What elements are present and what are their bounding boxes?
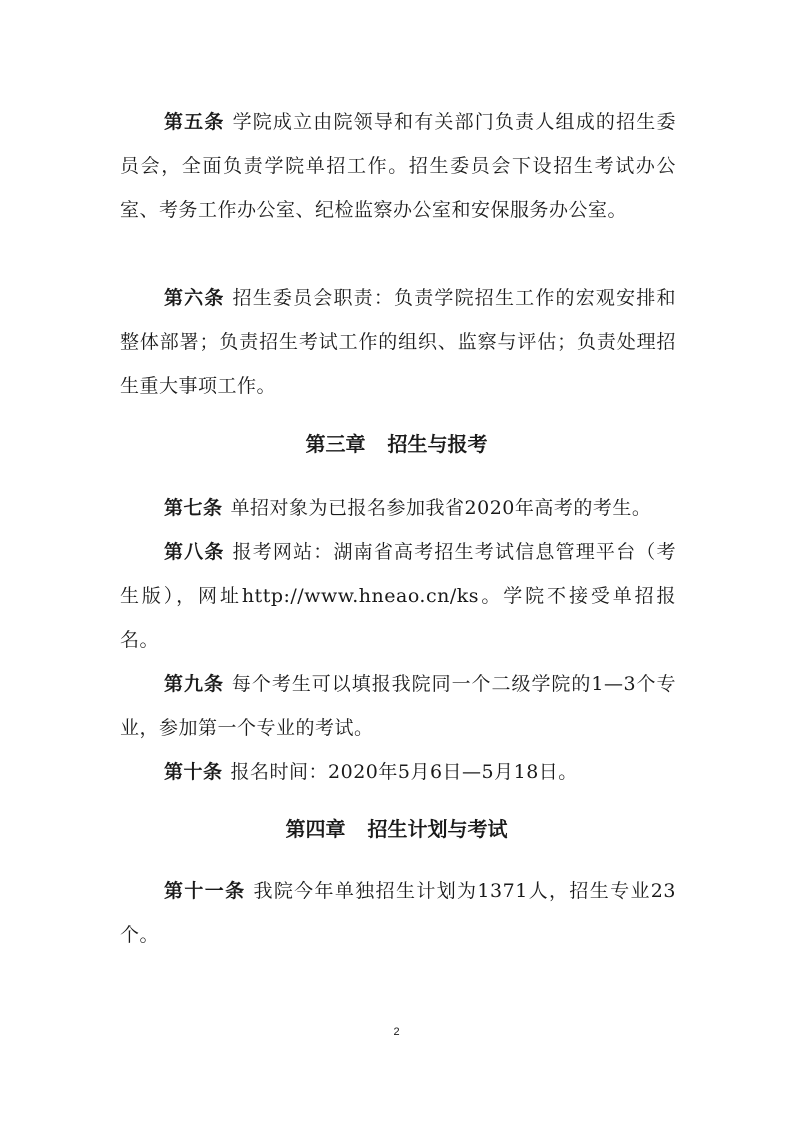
article-number: 第十一条 (164, 880, 246, 902)
article-text: 招生委员会职责：负责学院招生工作的宏观安排和整体部署；负责招生考试工作的组织、监察与评估；负责处理招生重大事项工作。 (120, 287, 676, 397)
article-5 (120, 100, 676, 232)
article-8 (120, 530, 676, 662)
article-number: 第七条 (164, 497, 223, 519)
article-text: 单招对象为已报名参加我省2020年高考的考生。 (230, 497, 652, 519)
article-number: 第六条 (164, 287, 225, 309)
article-number: 第十条 (164, 761, 223, 783)
article-text: 学院成立由院领导和有关部门负责人组成的招生委员会，全面负责学院单招工作。招生委员会下设招生考试办公室、考务工作办公室、纪检监察办公室和安保服务办公室。 (120, 111, 676, 221)
article-text: 报名时间：2020年5月6日—5月18日。 (230, 761, 578, 783)
chapter-title: 招生计划与考试 (367, 817, 508, 841)
article-number: 第八条 (164, 541, 225, 563)
article-text: 每个考生可以填报我院同一个二级学院的1—3个专业，参加第一个专业的考试。 (120, 673, 676, 739)
chapter-title: 招生与报考 (387, 432, 488, 456)
page-number: 2 (393, 1026, 400, 1038)
article-number: 第九条 (164, 673, 224, 695)
chapter-4-heading (0, 813, 793, 842)
article-6 (120, 276, 676, 408)
article-text: 我院今年单独招生计划为1371人，招生专业23个。 (120, 880, 676, 946)
article-7 (120, 486, 676, 530)
article-9 (120, 662, 676, 750)
chapter-label: 第三章 (305, 432, 366, 456)
article-10 (120, 750, 676, 794)
chapter-label: 第四章 (285, 817, 346, 841)
article-11 (120, 869, 676, 957)
article-text: 报考网站：湖南省高考招生考试信息管理平台（考生版），网址http://www.hneao.cn/ks。学院不接受单招报名。 (120, 541, 676, 651)
article-number: 第五条 (164, 111, 225, 133)
chapter-3-heading (0, 428, 793, 457)
